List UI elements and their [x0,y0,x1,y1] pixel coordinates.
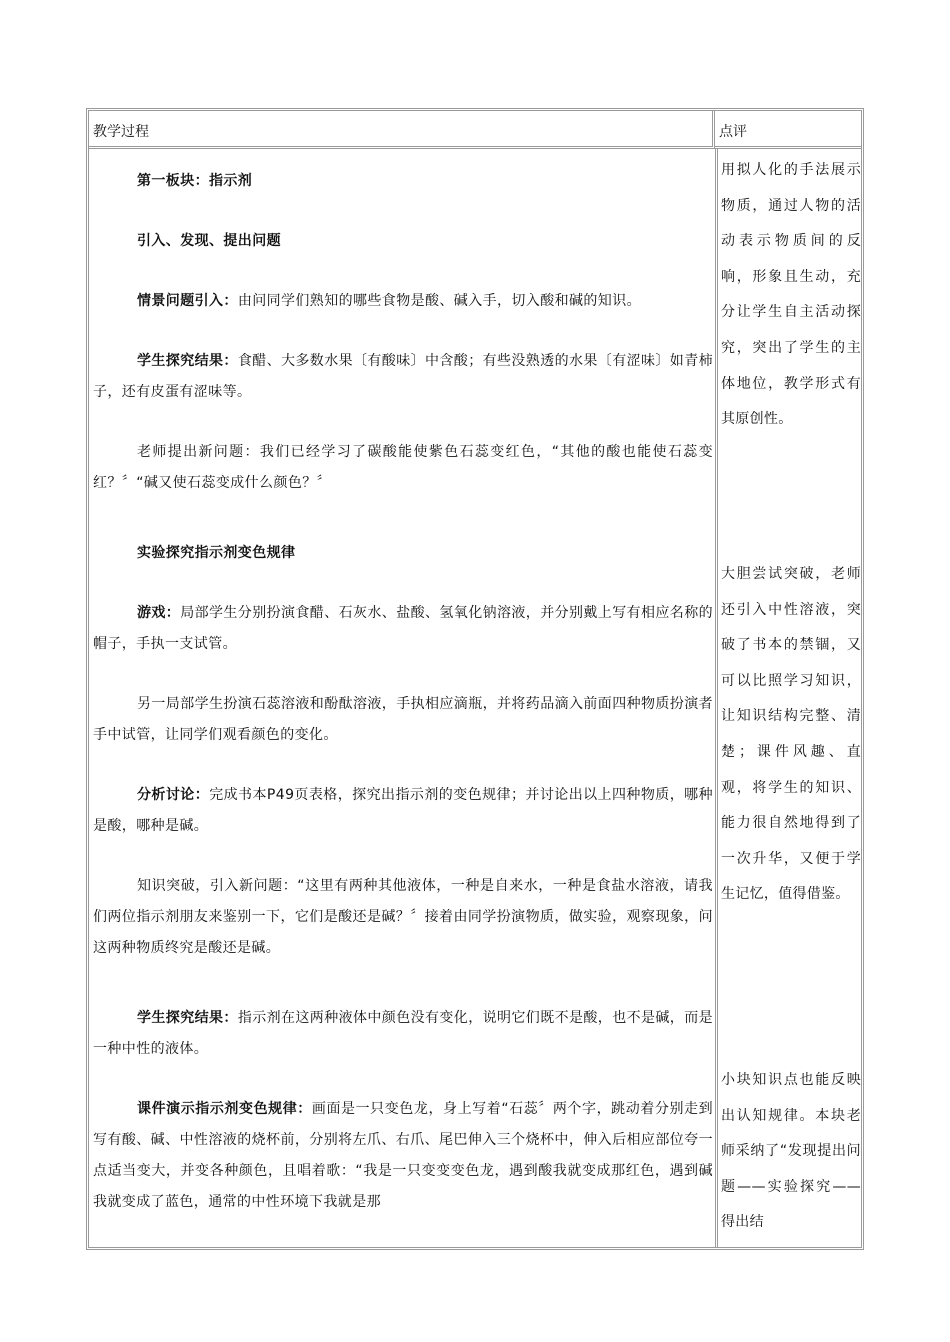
paragraph-label: 课件演示指示剂变色规律： [137,1101,312,1117]
header-teaching-process [89,111,715,149]
paragraph-text: 完成书本P49页表格，探究出指示剂的变色规律；并讨论出以上四种物质，哪种是酸，哪种是碱。 [93,787,714,834]
comment-block-1: 用拟人化的手法展示物质，通过人物的活动表示物质间的反响，形象且生动，充分让学生自主活动探究，突出了学生的主体地位，教学形式有其原创性。 [721,162,861,428]
paragraph-text: 指示剂在这两种液体中颜色没有变化，说明它们既不是酸，也不是碱，而是一种中性的液体。 [93,1010,714,1057]
paragraph-label: 游戏： [137,605,181,621]
paragraph-student-result-1 [93,346,713,408]
paragraph-text: 画面是一只变色龙，身上写着“石蕊〞两个字，跳动着分别走到写有酸、碱、中性溶液的烧杯前，分别将左爪、右爪、尾巴伸入三个烧杯中，伸入后相应部位夸一点适当变大，并变各种颜色，且唱着歌：“我是一只变变变色龙，遇到酸我就变成那红色，遇到碱我就变成了蓝色，通常的中性环境下我就是那 [93,1101,713,1210]
paragraph-game [93,598,713,660]
paragraph-text: 食醋、大多数水果〔有酸味〕中含酸；有些没熟透的水果〔有涩味〕如青柿子，还有皮蛋有涩味等。 [93,353,714,400]
subsection-title-experiment: 实验探究指示剂变色规律 [137,545,296,561]
paragraph-text: 局部学生分别扮演食醋、石灰水、盐酸、氢氧化钠溶液，并分别戴上写有相应名称的帽子，手执一支试管。 [93,605,714,652]
paragraph-indicator-roles: 另一局部学生扮演石蕊溶液和酚酞溶液，手执相应滴瓶，并将药品滴入前面四种物质扮演者手中试管，让同学们观看颜色的变化。 [93,696,713,743]
paragraph-teacher-question: 老师提出新问题：我们已经学习了碳酸能使紫色石蕊变红色，“其他的酸也能使石蕊变红？〞“碱又使石蕊变成什么颜色？〞 [93,444,713,491]
comment-block-3: 小块知识点也能反映出认知规律。本块老师采纳了“发现提出问题——实验探究——得出结 [721,1072,861,1231]
header-teaching-process-label: 教学过程 [93,124,149,140]
paragraph-label: 情景问题引入： [137,293,238,309]
paragraph-text: 由问同学们熟知的哪些食物是酸、碱入手，切入酸和碱的知识。 [237,293,642,309]
header-comment [715,111,861,149]
paragraph-scenario-intro [93,286,713,317]
paragraph-label: 学生探究结果： [137,353,238,369]
paragraph-label: 学生探究结果： [137,1010,238,1026]
lesson-table [86,108,864,1250]
column-divider [715,149,718,1247]
subsection-title-intro: 引入、发现、提出问题 [137,233,281,249]
paragraph-student-result-2 [93,1003,713,1065]
paragraph-label: 分析讨论： [137,787,210,803]
section-title: 第一板块：指示剂 [137,173,253,189]
paragraph-courseware-demo [93,1094,713,1218]
header-comment-label: 点评 [719,124,747,140]
comment-block-2: 大胆尝试突破，老师还引入中性溶液，突破了书本的禁锢，又可以比照学习知识，让知识结构完整、清楚；课件风趣、直观，将学生的知识、能力很自然地得到了一次升华，又便于学生记忆，值得借鉴。 [721,566,861,903]
paragraph-knowledge-breakthrough: 知识突破，引入新问题：“这里有两种其他液体，一种是自来水，一种是食盐水溶液，请我们两位指示剂朋友来鉴别一下，它们是酸还是碱？〞接着由同学扮演物质，做实验，观察现象，问这两种物质终究是酸还是碱。 [93,878,713,956]
teaching-process-column [93,149,713,1218]
paragraph-analysis [93,780,713,842]
